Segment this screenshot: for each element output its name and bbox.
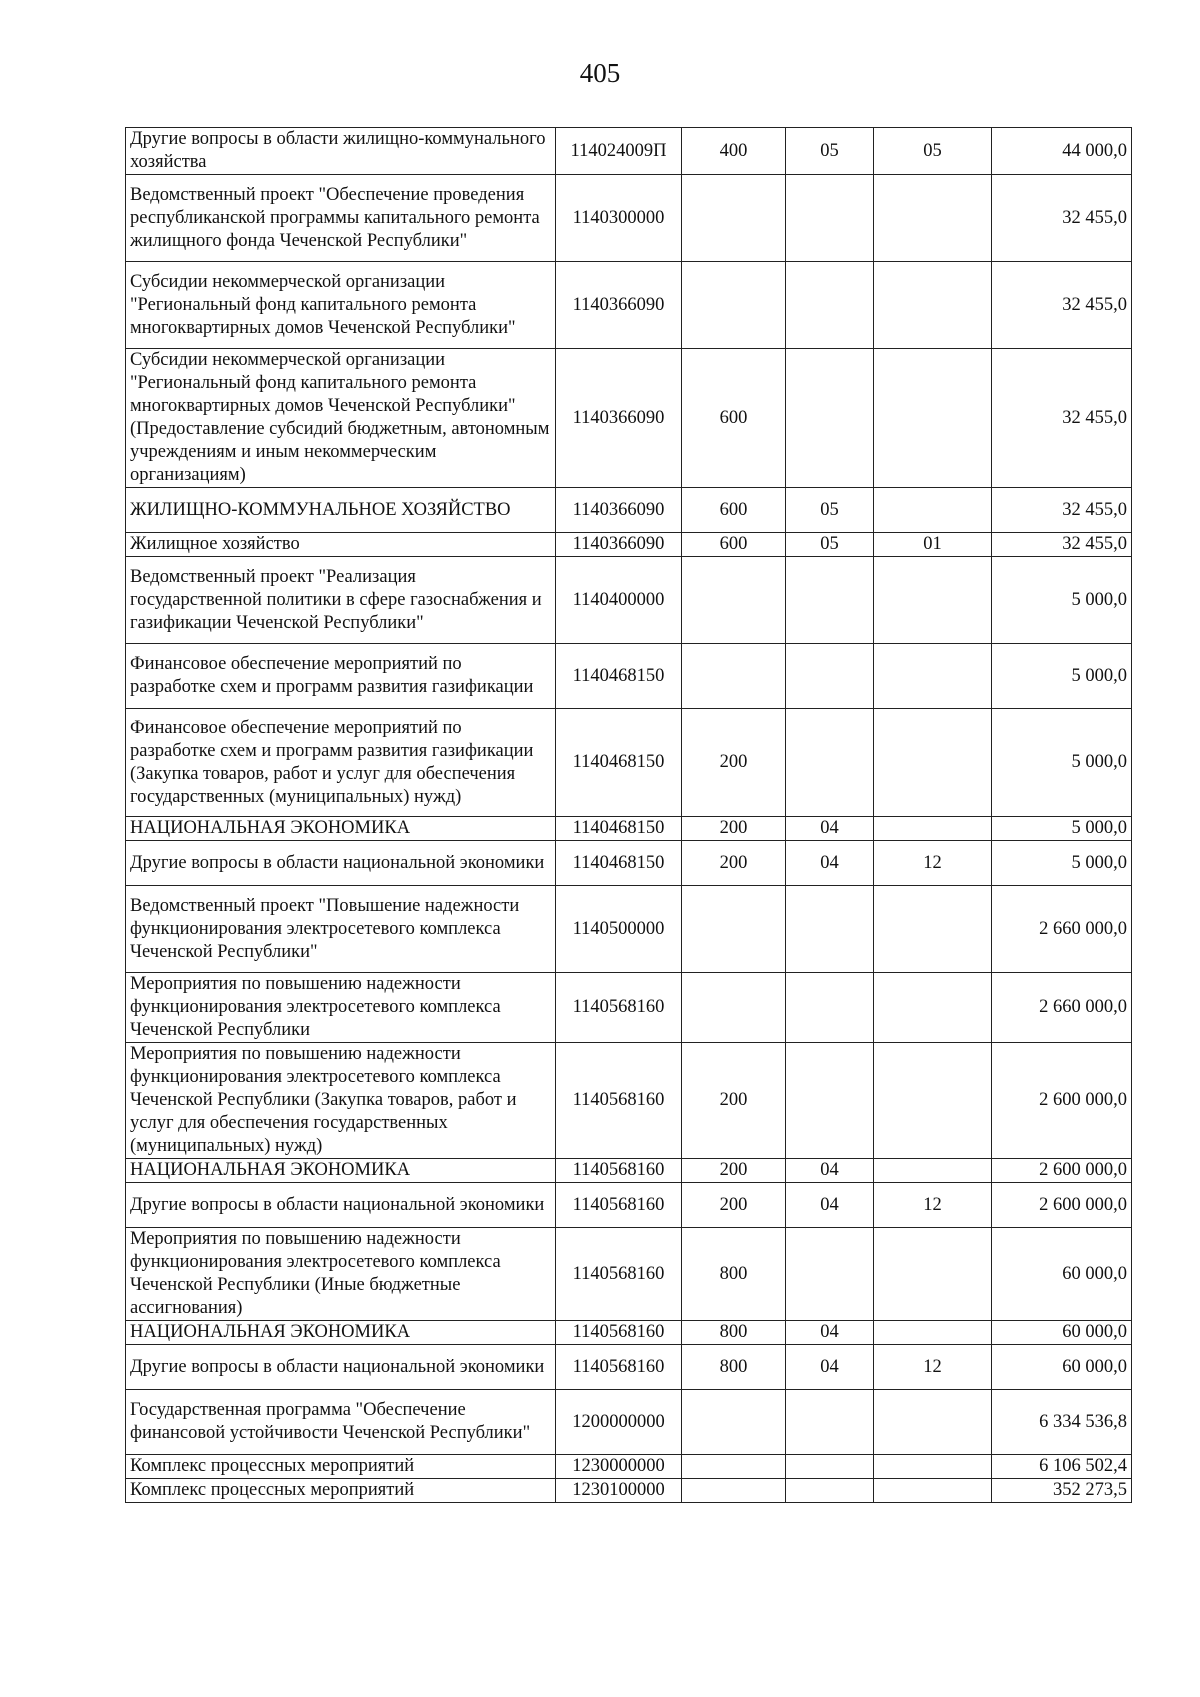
row-pr-cell xyxy=(874,1043,992,1159)
row-pr-cell xyxy=(874,1390,992,1455)
row-vr-cell: 800 xyxy=(682,1228,786,1321)
row-pr-cell xyxy=(874,557,992,644)
row-pr-cell xyxy=(874,1479,992,1503)
row-name-cell: Другие вопросы в области национальной экономики xyxy=(126,1345,556,1390)
table-row xyxy=(126,1321,1132,1345)
row-code-cell: 1140366090 xyxy=(556,262,682,349)
row-sum-cell: 32 455,0 xyxy=(992,262,1132,349)
row-pr-cell xyxy=(874,1159,992,1183)
row-code-cell: 1140366090 xyxy=(556,533,682,557)
row-sum-cell: 32 455,0 xyxy=(992,175,1132,262)
row-rz-cell xyxy=(786,557,874,644)
row-name-cell: Комплекс процессных мероприятий xyxy=(126,1455,556,1479)
row-pr-cell xyxy=(874,175,992,262)
row-name-cell: Мероприятия по повышению надежности функционирования электросетевого комплекса Чеченской Республики (Закупка товаров, работ и услуг для обеспечения государственных (муниципальных) нужд) xyxy=(126,1043,556,1159)
row-sum-cell: 6 334 536,8 xyxy=(992,1390,1132,1455)
row-sum-cell: 32 455,0 xyxy=(992,488,1132,533)
row-rz-cell: 04 xyxy=(786,1321,874,1345)
budget-table-body xyxy=(126,128,1132,1503)
page-number: 405 xyxy=(579,58,621,88)
row-sum-cell: 5 000,0 xyxy=(992,817,1132,841)
row-rz-cell: 04 xyxy=(786,1183,874,1228)
row-rz-cell xyxy=(786,709,874,817)
table-row xyxy=(126,1183,1132,1228)
table-row xyxy=(126,1228,1132,1321)
row-rz-cell xyxy=(786,262,874,349)
row-vr-cell xyxy=(682,557,786,644)
row-code-cell: 1140568160 xyxy=(556,1159,682,1183)
row-rz-cell: 05 xyxy=(786,488,874,533)
row-vr-cell xyxy=(682,262,786,349)
row-pr-cell: 12 xyxy=(874,1345,992,1390)
row-sum-cell: 2 600 000,0 xyxy=(992,1183,1132,1228)
row-vr-cell xyxy=(682,973,786,1043)
row-vr-cell: 600 xyxy=(682,349,786,488)
row-code-cell: 1140468150 xyxy=(556,709,682,817)
row-sum-cell: 6 106 502,4 xyxy=(992,1455,1132,1479)
row-pr-cell xyxy=(874,886,992,973)
row-vr-cell: 200 xyxy=(682,1043,786,1159)
table-row xyxy=(126,709,1132,817)
row-rz-cell xyxy=(786,644,874,709)
table-row xyxy=(126,841,1132,886)
row-vr-cell: 200 xyxy=(682,1159,786,1183)
row-pr-cell: 01 xyxy=(874,533,992,557)
row-pr-cell xyxy=(874,262,992,349)
table-row xyxy=(126,644,1132,709)
table-row xyxy=(126,175,1132,262)
row-sum-cell: 2 600 000,0 xyxy=(992,1043,1132,1159)
table-row xyxy=(126,262,1132,349)
row-name-cell: Другие вопросы в области национальной экономики xyxy=(126,841,556,886)
row-name-cell: Жилищное хозяйство xyxy=(126,533,556,557)
row-rz-cell: 04 xyxy=(786,817,874,841)
row-name-cell: НАЦИОНАЛЬНАЯ ЭКОНОМИКА xyxy=(126,1159,556,1183)
row-sum-cell: 32 455,0 xyxy=(992,533,1132,557)
row-name-cell: Мероприятия по повышению надежности функционирования электросетевого комплекса Чеченской Республики xyxy=(126,973,556,1043)
row-code-cell: 1140300000 xyxy=(556,175,682,262)
row-vr-cell xyxy=(682,644,786,709)
row-code-cell: 1140568160 xyxy=(556,1183,682,1228)
row-pr-cell xyxy=(874,349,992,488)
row-vr-cell: 600 xyxy=(682,533,786,557)
row-name-cell: Субсидии некоммерческой организации "Региональный фонд капитального ремонта многоквартирных домов Чеченской Республики" (Предоставление субсидий бюджетным, автономным учреждениям и иным некоммерческим организациям) xyxy=(126,349,556,488)
row-vr-cell xyxy=(682,1455,786,1479)
row-sum-cell: 44 000,0 xyxy=(992,128,1132,175)
row-pr-cell xyxy=(874,1228,992,1321)
table-row xyxy=(126,1390,1132,1455)
row-pr-cell: 12 xyxy=(874,841,992,886)
row-code-cell: 1140568160 xyxy=(556,1228,682,1321)
row-rz-cell xyxy=(786,1228,874,1321)
row-code-cell: 1140468150 xyxy=(556,841,682,886)
row-name-cell: Государственная программа "Обеспечение финансовой устойчивости Чеченской Республики" xyxy=(126,1390,556,1455)
row-name-cell: Ведомственный проект "Повышение надежности функционирования электросетевого комплекса Чеченской Республики" xyxy=(126,886,556,973)
table-row xyxy=(126,973,1132,1043)
row-rz-cell xyxy=(786,973,874,1043)
row-vr-cell: 800 xyxy=(682,1345,786,1390)
row-rz-cell xyxy=(786,1390,874,1455)
row-pr-cell: 12 xyxy=(874,1183,992,1228)
row-name-cell: Комплекс процессных мероприятий xyxy=(126,1479,556,1503)
row-rz-cell: 04 xyxy=(786,1159,874,1183)
row-code-cell: 1140468150 xyxy=(556,817,682,841)
row-sum-cell: 352 273,5 xyxy=(992,1479,1132,1503)
row-name-cell: Финансовое обеспечение мероприятий по разработке схем и программ развития газификации xyxy=(126,644,556,709)
table-row xyxy=(126,886,1132,973)
row-sum-cell: 60 000,0 xyxy=(992,1228,1132,1321)
row-name-cell: Ведомственный проект "Обеспечение проведения республиканской программы капитального ремонта жилищного фонда Чеченской Республики" xyxy=(126,175,556,262)
table-row xyxy=(126,557,1132,644)
row-name-cell: НАЦИОНАЛЬНАЯ ЭКОНОМИКА xyxy=(126,817,556,841)
row-code-cell: 1140500000 xyxy=(556,886,682,973)
row-rz-cell: 05 xyxy=(786,128,874,175)
table-row xyxy=(126,349,1132,488)
row-rz-cell: 04 xyxy=(786,1345,874,1390)
row-rz-cell xyxy=(786,1043,874,1159)
row-code-cell: 1140366090 xyxy=(556,488,682,533)
row-rz-cell xyxy=(786,175,874,262)
row-vr-cell: 600 xyxy=(682,488,786,533)
table-row xyxy=(126,1159,1132,1183)
row-sum-cell: 5 000,0 xyxy=(992,644,1132,709)
row-vr-cell: 200 xyxy=(682,841,786,886)
row-rz-cell: 04 xyxy=(786,841,874,886)
row-pr-cell xyxy=(874,709,992,817)
table-row xyxy=(126,1479,1132,1503)
row-sum-cell: 2 660 000,0 xyxy=(992,973,1132,1043)
table-row xyxy=(126,1455,1132,1479)
row-name-cell: НАЦИОНАЛЬНАЯ ЭКОНОМИКА xyxy=(126,1321,556,1345)
row-rz-cell: 05 xyxy=(786,533,874,557)
row-pr-cell xyxy=(874,1321,992,1345)
row-vr-cell: 400 xyxy=(682,128,786,175)
row-sum-cell: 60 000,0 xyxy=(992,1345,1132,1390)
row-rz-cell xyxy=(786,349,874,488)
row-pr-cell xyxy=(874,644,992,709)
row-code-cell: 1230000000 xyxy=(556,1455,682,1479)
row-pr-cell: 05 xyxy=(874,128,992,175)
row-vr-cell xyxy=(682,175,786,262)
row-sum-cell: 5 000,0 xyxy=(992,841,1132,886)
row-rz-cell xyxy=(786,1455,874,1479)
row-code-cell: 1140568160 xyxy=(556,973,682,1043)
row-sum-cell: 5 000,0 xyxy=(992,709,1132,817)
row-name-cell: Финансовое обеспечение мероприятий по разработке схем и программ развития газификации (Закупка товаров, работ и услуг для обеспечения государственных (муниципальных) нужд) xyxy=(126,709,556,817)
table-row xyxy=(126,533,1132,557)
row-name-cell: Другие вопросы в области жилищно-коммунального хозяйства xyxy=(126,128,556,175)
row-sum-cell: 5 000,0 xyxy=(992,557,1132,644)
row-pr-cell xyxy=(874,817,992,841)
row-code-cell: 1140568160 xyxy=(556,1345,682,1390)
table-row xyxy=(126,488,1132,533)
row-name-cell: ЖИЛИЩНО-КОММУНАЛЬНОЕ ХОЗЯЙСТВО xyxy=(126,488,556,533)
row-vr-cell: 200 xyxy=(682,817,786,841)
row-code-cell: 1200000000 xyxy=(556,1390,682,1455)
row-vr-cell: 800 xyxy=(682,1321,786,1345)
row-vr-cell: 200 xyxy=(682,1183,786,1228)
row-pr-cell xyxy=(874,973,992,1043)
row-code-cell: 1140468150 xyxy=(556,644,682,709)
table-row xyxy=(126,817,1132,841)
row-name-cell: Субсидии некоммерческой организации "Региональный фонд капитального ремонта многоквартирных домов Чеченской Республики" xyxy=(126,262,556,349)
row-sum-cell: 2 600 000,0 xyxy=(992,1159,1132,1183)
row-name-cell: Ведомственный проект "Реализация государственной политики в сфере газоснабжения и газификации Чеченской Республики" xyxy=(126,557,556,644)
row-pr-cell xyxy=(874,488,992,533)
row-code-cell: 1140568160 xyxy=(556,1043,682,1159)
row-sum-cell: 2 660 000,0 xyxy=(992,886,1132,973)
row-rz-cell xyxy=(786,1479,874,1503)
table-row xyxy=(126,1345,1132,1390)
table-row xyxy=(126,128,1132,175)
row-code-cell: 1140366090 xyxy=(556,349,682,488)
table-row xyxy=(126,1043,1132,1159)
row-vr-cell xyxy=(682,886,786,973)
row-name-cell: Мероприятия по повышению надежности функционирования электросетевого комплекса Чеченской Республики (Иные бюджетные ассигнования) xyxy=(126,1228,556,1321)
row-vr-cell xyxy=(682,1390,786,1455)
row-code-cell: 114024009П xyxy=(556,128,682,175)
row-code-cell: 1230100000 xyxy=(556,1479,682,1503)
row-vr-cell: 200 xyxy=(682,709,786,817)
row-code-cell: 1140568160 xyxy=(556,1321,682,1345)
row-sum-cell: 32 455,0 xyxy=(992,349,1132,488)
row-rz-cell xyxy=(786,886,874,973)
row-pr-cell xyxy=(874,1455,992,1479)
row-name-cell: Другие вопросы в области национальной экономики xyxy=(126,1183,556,1228)
row-sum-cell: 60 000,0 xyxy=(992,1321,1132,1345)
row-vr-cell xyxy=(682,1479,786,1503)
row-code-cell: 1140400000 xyxy=(556,557,682,644)
budget-table xyxy=(125,127,1132,1503)
